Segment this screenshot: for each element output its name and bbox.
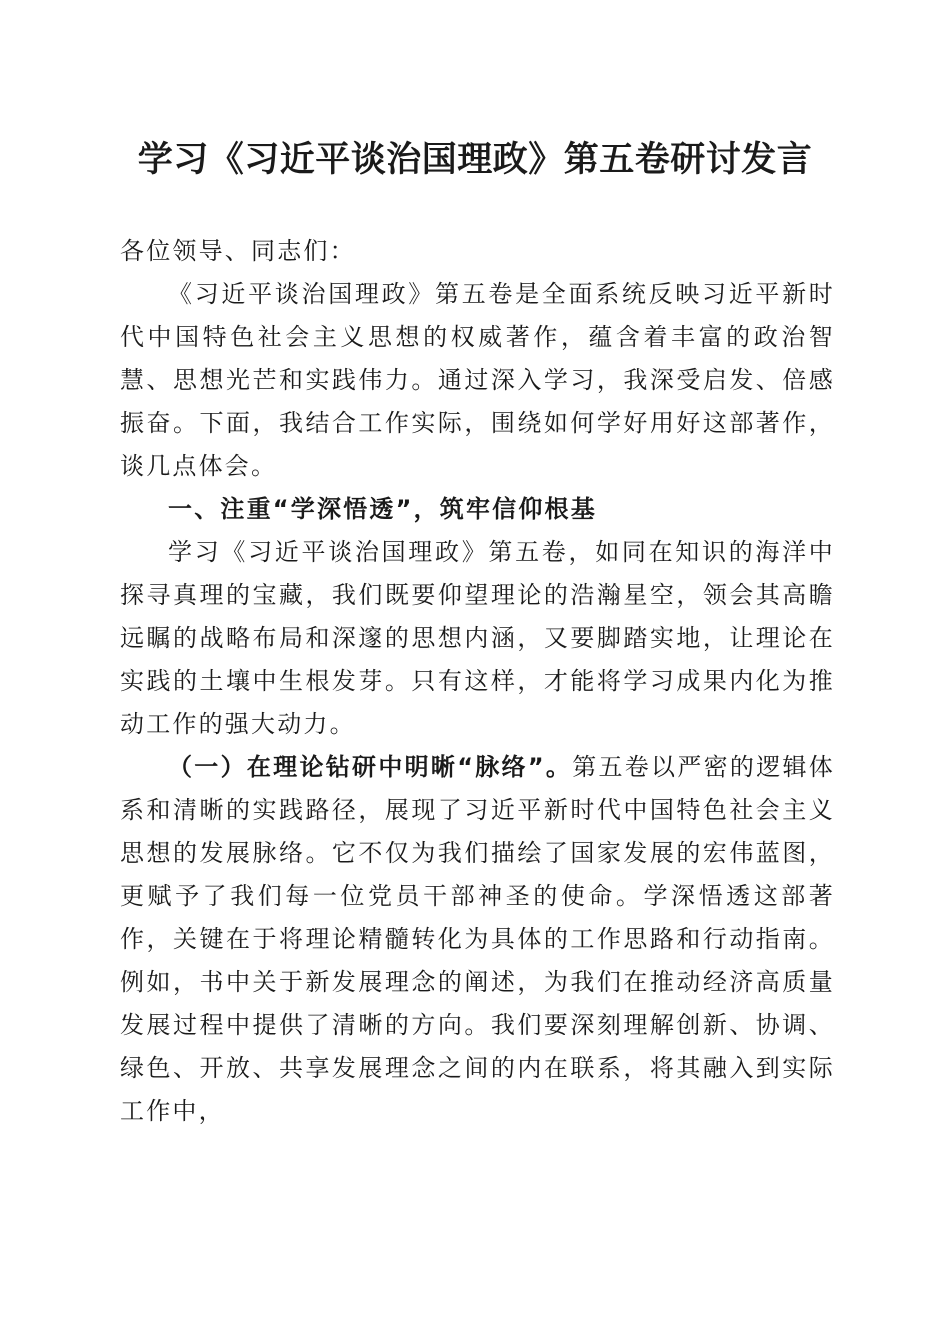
subsection-1-paragraph: [120, 746, 835, 1133]
subsection-1-heading: （一）在理论钻研中明晰“脉络”。: [168, 753, 573, 781]
document-body: [120, 230, 835, 1133]
salutation: 各位领导、同志们：: [120, 237, 356, 265]
section-1-heading: 一、注重“学深悟透”，筑牢信仰根基: [168, 495, 597, 523]
section-1-paragraph: 学习《习近平谈治国理政》第五卷，如同在知识的海洋中探寻真理的宝藏，我们既要仰望理论的浩瀚星空，领会其高瞻远瞩的战略布局和深邃的思想内涵，又要脚踏实地，让理论在实践的土壤中生根发芽。只有这样，才能将学习成果内化为推动工作的强大动力。: [120, 538, 835, 738]
subsection-1-text: 第五卷以严密的逻辑体系和清晰的实践路径，展现了习近平新时代中国特色社会主义思想的发展脉络。它不仅为我们描绘了国家发展的宏伟蓝图，更赋予了我们每一位党员干部神圣的使命。学深悟透这部著作，关键在于将理论精髓转化为具体的工作思路和行动指南。例如，书中关于新发展理念的阐述，为我们在推动经济高质量发展过程中提供了清晰的方向。我们要深刻理解创新、协调、绿色、开放、共享发展理念之间的内在联系，将其融入到实际工作中，: [120, 753, 835, 1125]
document-title: 学习《习近平谈治国理政》第五卷研讨发言: [137, 140, 813, 180]
intro-paragraph: 《习近平谈治国理政》第五卷是全面系统反映习近平新时代中国特色社会主义思想的权威著作，蕴含着丰富的政治智慧、思想光芒和实践伟力。通过深入学习，我深受启发、倍感振奋。下面，我结合工作实际，围绕如何学好用好这部著作，谈几点体会。: [120, 280, 835, 480]
